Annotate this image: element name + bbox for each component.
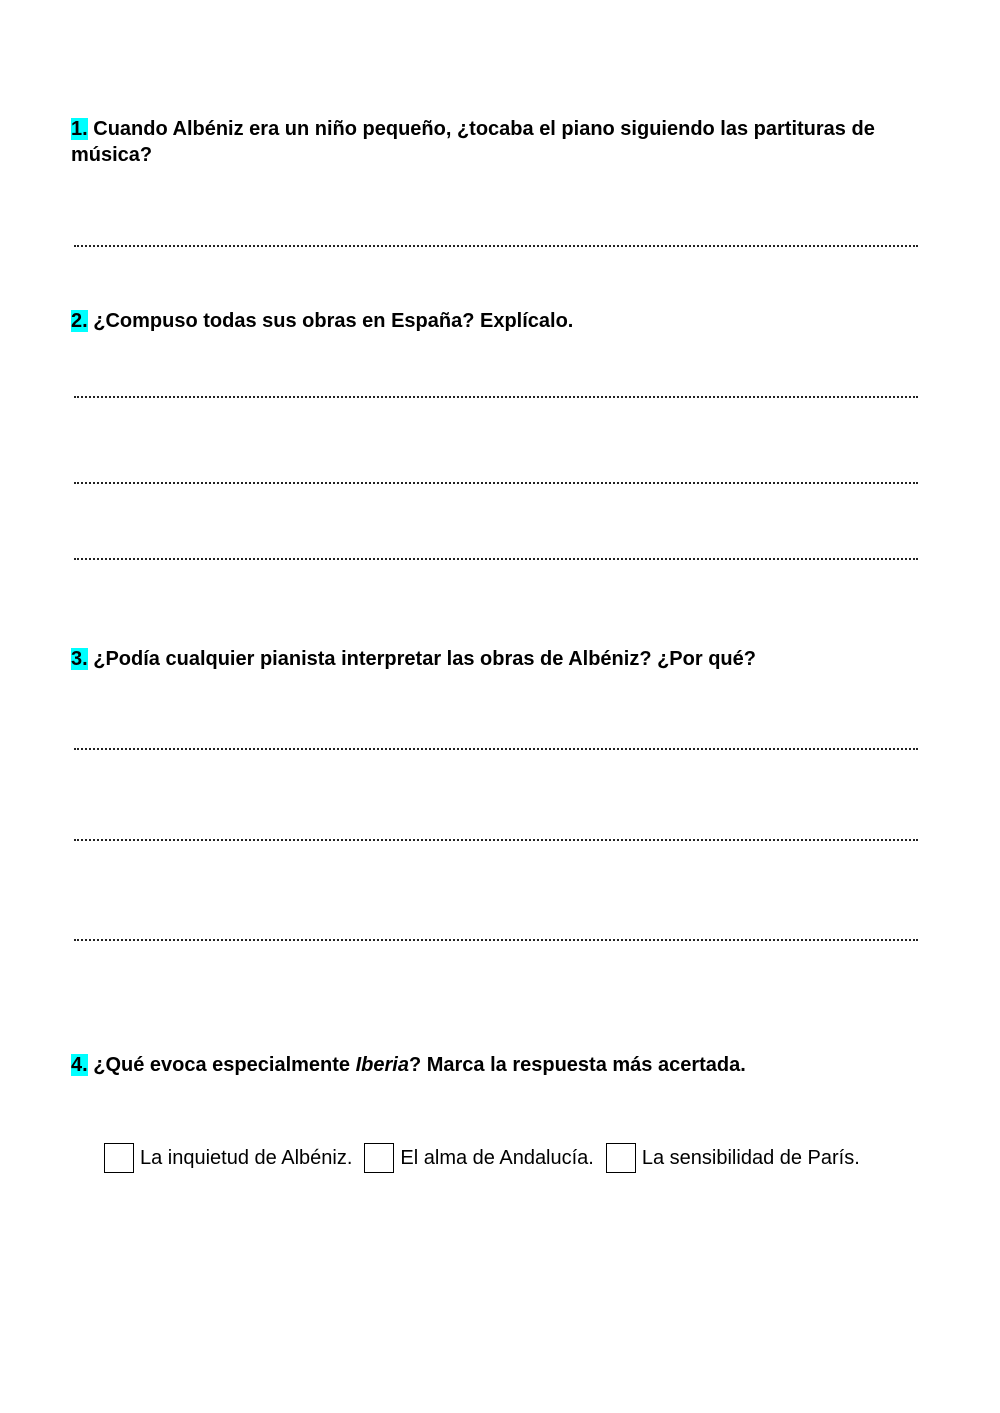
question-4-number: 4.: [71, 1054, 88, 1076]
answer-line-1[interactable]: [74, 245, 918, 247]
option-1-checkbox[interactable]: [104, 1143, 134, 1173]
answer-line-3c[interactable]: [74, 939, 918, 941]
answer-line-2b[interactable]: [74, 482, 918, 484]
question-2: [71, 308, 931, 334]
question-1: [71, 116, 931, 168]
question-3-number: 3.: [71, 648, 88, 670]
question-3-text: ¿Podía cualquier pianista interpretar las obras de Albéniz? ¿Por qué?: [93, 648, 756, 670]
option-3-checkbox[interactable]: [606, 1143, 636, 1173]
answer-line-2c[interactable]: [74, 558, 918, 560]
question-2-number: 2.: [71, 310, 88, 332]
question-1-text: Cuando Albéniz era un niño pequeño, ¿tocaba el piano siguiendo las partituras de música?: [71, 118, 875, 166]
option-1[interactable]: [104, 1143, 352, 1173]
option-2[interactable]: [364, 1143, 593, 1173]
option-1-label: La inquietud de Albéniz.: [140, 1146, 353, 1169]
question-2-text: ¿Compuso todas sus obras en España? Explícalo.: [93, 310, 574, 332]
question-4-text-italic: Iberia: [355, 1054, 409, 1076]
answer-line-3a[interactable]: [74, 748, 918, 750]
question-4: [71, 1052, 931, 1078]
answer-line-3b[interactable]: [74, 839, 918, 841]
option-3[interactable]: [606, 1143, 860, 1173]
answer-options: [104, 1142, 860, 1174]
option-3-label: La sensibilidad de París.: [641, 1146, 860, 1169]
question-1-number: 1.: [71, 118, 88, 140]
answer-line-2a[interactable]: [74, 396, 918, 398]
option-2-checkbox[interactable]: [364, 1143, 394, 1173]
question-4-text-before: ¿Qué evoca especialmente: [93, 1054, 356, 1076]
question-3: [71, 646, 931, 672]
option-2-label: El alma de Andalucía.: [400, 1146, 594, 1169]
question-4-text-after: ? Marca la respuesta más acertada.: [408, 1054, 746, 1076]
